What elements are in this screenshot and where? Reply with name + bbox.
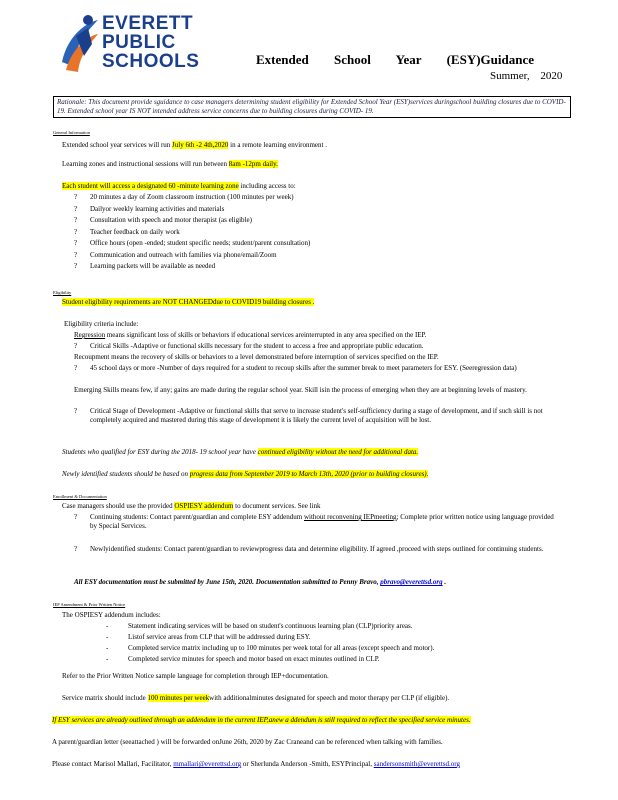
eligibility-criteria-label: Eligibility criteria include:: [64, 320, 139, 328]
eligibility-highlight: Student eligibility requirements are NOT CHANGEDdue to COVID19 building closures .: [62, 298, 315, 306]
bullet-icon: ?: [74, 342, 78, 350]
general-line-dates: Extended school year services will run July 6th -2 4th,2020 in a remote learning environment .: [62, 141, 327, 149]
documentation-deadline: All ESY documentation must be submitted by June 15th, 2020. Documentation submitted to Penny Bravo, pbravo@everettsd.org .: [74, 578, 447, 586]
general-line-zone: Each student will access a designated 60 -minute learning zone including access to:: [62, 182, 296, 190]
bullet-icon: ?: [74, 407, 78, 415]
iep-intro: The OSPIESY addendum includes:: [62, 611, 161, 619]
document-subtitle: Summer, 2020: [490, 70, 563, 82]
bullet-icon: ?: [74, 239, 78, 247]
general-bullet-item: Consultation with speech and motor therapist (as eligible): [90, 216, 252, 224]
section-heading-general: General Information: [53, 130, 90, 135]
continuing-students-step: Continuing students: Contact parent/guardian and complete ESY addendum without reconvening IEPmeeting; Complete prior written notice using language provided by Special Services.: [90, 513, 554, 530]
iep-addendum-item: Statement indicating services will be based on student's continuous learning plan (CLP)priority areas.: [128, 622, 413, 630]
general-bullet-item: Office hours (open -ended; student specific needs; student/parent consultation): [90, 239, 311, 247]
recoupment-definition: Recoupment means the recovery of skills or behaviors to a level demonstrated before interruption of services specified on the IEP.: [74, 353, 439, 361]
regression-definition: Regression means significant loss of skills or behaviors if educational services areinterrupted in any area specified on the IEP.: [74, 331, 427, 339]
dash-icon: -: [106, 633, 109, 641]
addendum-note: If ESY services are already outlined through an addendum in the current IEP,anew a ddendum is still required to reflect the specified service minutes.: [52, 716, 471, 724]
regression-sub: Critical Skills -Adaptive or functional skills necessary for the student to access a free and appropriate public education.: [90, 342, 424, 350]
bullet-icon: ?: [74, 216, 78, 224]
section-heading-enrollment: Enrollment & Documentation: [53, 494, 107, 499]
general-bullet-item: Communication and outreach with families via phone/email/Zoom: [90, 250, 277, 259]
sandersonsmith-email-link[interactable]: sandersonsmith@everettsd.org: [373, 760, 460, 768]
emerging-sub: Critical Stage of Development -Adaptive or functional skills that serve to increase student's self-sufficiency during a stage of development, and if such skill is not completely acquired and mastered during this stage of development it is likely the current level of acquisition will be lost.: [90, 407, 543, 424]
general-bullet-item: 20 minutes a day of Zoom classroom instruction (100 minutes per week): [90, 193, 294, 201]
qualified-students-note: Students who qualified for ESY during the 2018- 19 school year have continued eligibility without the need for additional data.: [62, 448, 419, 456]
new-students-step: Newlyidentified students: Contact parent/guardian to reviewprogress data and determine eligibility. If agreed ,proceed with steps outlined for continuing students.: [90, 545, 544, 553]
bullet-icon: ?: [74, 513, 78, 521]
iep-addendum-item: Listof service areas from CLP that will be addressed during ESY.: [128, 633, 311, 641]
bullet-icon: ?: [74, 227, 78, 236]
rationale-box: Rationale: This document provide sguidance to case managers determining student eligibility for Extended School Year (ESY)services duringschool building closures due to COVID-19. Extended school year IS NOT intended address service concerns due to building closures during COVID- 19.: [53, 96, 571, 118]
section-heading-iep: IEP Amendment & Prior Written Notice: [53, 602, 126, 607]
bullet-icon: ?: [74, 204, 78, 213]
service-matrix-line: Service matrix should include 100 minutes per weekwith additionalminutes designated for speech and motor therapy per CLP (if eligible).: [62, 694, 450, 702]
iep-refer-line: Refer to the Prior Written Notice sample language for completion through IEP+documentation.: [62, 672, 329, 680]
general-bullet-item: Dailyor weekly learning activities and materials: [90, 204, 225, 213]
everett-public-schools-logo: [58, 14, 218, 84]
bullet-icon: ?: [74, 545, 78, 553]
recoupment-sub: 45 school days or more -Number of days required for a student to recoup skills after the summer break to meet parameters for ESY. (Seeregression data): [90, 364, 517, 372]
bullet-icon: ?: [74, 262, 78, 270]
dash-icon: -: [106, 622, 109, 630]
pbravo-email-link[interactable]: pbravo@everettsd.org: [380, 578, 443, 586]
general-line-hours: Learning zones and instructional sessions will run between 8am -12pm daily.: [62, 160, 278, 168]
document-title: Extended School Year (ESY)Guidance: [256, 52, 534, 67]
bullet-icon: ?: [74, 250, 78, 259]
general-bullet-item: Teacher feedback on daily work: [90, 227, 180, 236]
bullet-icon: ?: [74, 193, 78, 201]
contact-line: Please contact Marisol Mallari, Facilitator, mmallari@everettsd.org or Sherlunda Anderson -Smith, ESYPrincipal, sandersonsmith@everettsd.org: [52, 760, 460, 768]
new-students-note: Newly identified students should be based on progress data from September 2019 to March 13th, 2020 (prior to building closures).: [62, 470, 429, 478]
parent-letter-line: A parent/guardian letter (seeattached ) will be forwarded onJune 26th, 2020 by Zac Craneand can be referenced when talking with families.: [52, 738, 443, 746]
section-heading-eligibility: Eligibility: [53, 290, 72, 295]
swoosh-figure-icon: [58, 14, 100, 76]
logo-wordmark: EVERETT PUBLIC SCHOOLS: [102, 13, 200, 72]
bullet-icon: ?: [74, 364, 78, 372]
enrollment-line: Case managers should use the provided OSPIESY addendum to document services. See link: [62, 502, 321, 510]
dash-icon: -: [106, 655, 109, 663]
iep-addendum-item: Completed service matrix including up to 100 minutes per week total for all areas (except speech and motor).: [128, 644, 435, 652]
mmallari-email-link[interactable]: mmallari@everettsd.org: [173, 760, 242, 768]
dash-icon: -: [106, 644, 109, 652]
iep-addendum-item: Completed service minutes for speech and motor based on exact minutes outlined in CLP.: [128, 655, 380, 663]
general-bullet-item: Learning packets will be available as needed: [90, 262, 216, 270]
emerging-definition: Emerging Skills means few, if any; gains are made during the regular school year. Skill isin the process of emerging when they are at beginning levels of mastery.: [74, 386, 527, 394]
